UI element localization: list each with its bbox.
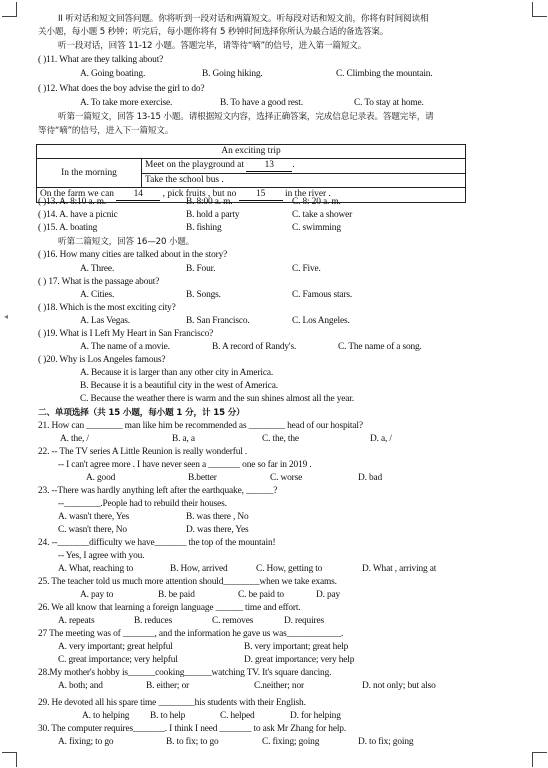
q19-option-c: C. The name of a song.	[338, 342, 422, 352]
q19-option-b: B. A record of Randy's.	[212, 342, 297, 352]
q26-option-b: B. reduces	[134, 616, 173, 626]
farm-text-end: in the river .	[285, 189, 331, 199]
question-30: 30. The computer requires_______. I think I need _______ to ask Mr Zhang for help.	[38, 724, 347, 734]
question-11: ( )11. What are they talking about?	[38, 55, 164, 65]
q25-option-b: B. be paid	[158, 590, 195, 600]
q26-option-d: D. requires	[284, 616, 325, 626]
q18-option-a: A. Las Vegas.	[80, 316, 130, 326]
q21-option-d: D. a, /	[370, 434, 392, 444]
q23-option-d: D. was there, Yes	[186, 525, 249, 535]
q24-option-d: D. What , arriving at	[362, 564, 437, 574]
q27-option-c: C. great importance; very helpful	[58, 655, 178, 665]
q15-option-b: B. fishing	[186, 223, 222, 233]
q12-option-c: C. To stay at home.	[354, 98, 424, 108]
q29-option-b: B. to help	[150, 711, 186, 721]
q29-option-a: A. to helping	[82, 711, 130, 721]
q20-option-c: C. Because the weather there is warm and the sun shines almost all the year.	[80, 394, 354, 404]
question-21: 21. How can ________ man like him be recommended as ________ head of our hospital?	[38, 421, 363, 431]
dialog-note: 听一段对话，回答 11-12 小题。答题完毕，请等待“嘀”的信号，进入第一篇短文。	[58, 41, 367, 51]
q13-option-b: B. 8:00 a. m.	[186, 197, 233, 207]
q13-option-c: C. 8: 20 a. m.	[292, 197, 341, 207]
meet-text: Meet on the playground at	[145, 160, 244, 170]
q23-option-c: C. wasn't there, No	[58, 525, 127, 535]
q27-option-d: D. great importance; very help	[244, 655, 355, 665]
section2-intro-line2: 关小题，每小题 5 秒钟；听完后，每小题你将有 5 秒钟时间选择你所认为最合适的备选答案。	[38, 27, 389, 37]
passage2-note: 听第二篇短文，回答 16—20 小题。	[58, 237, 195, 247]
blank-13: 13	[246, 160, 292, 172]
question-19: ( )19. What is I Left My Heart in San Francisco?	[38, 329, 214, 339]
crop-mark-top-left	[2, 2, 17, 17]
question-23-line1: 23. --There was hardly anything left after the earthquake, ______?	[38, 486, 278, 496]
q22-option-b: B.better	[188, 473, 217, 483]
q24-option-a: A. What, reaching to	[58, 564, 134, 574]
question-24-line2: -- Yes, I agree with you.	[58, 551, 145, 561]
q21-option-b: B. a, a	[172, 434, 195, 444]
blank-15: 15	[239, 189, 283, 201]
crop-mark-top-right	[532, 2, 547, 17]
morning-label: In the morning	[37, 159, 142, 188]
q20-option-a: A. Because it is larger than any other city in America.	[80, 368, 274, 378]
question-27: 27 The meeting was of _______, and the information he gave us was____________.	[38, 629, 344, 639]
question-22-line2: -- I can't agree more . I have never seen a _______ one so far in 2019 .	[58, 460, 312, 470]
q18-option-b: B. San Francisco.	[186, 316, 250, 326]
question-22-line1: 22. -- The TV series A Little Reunion is really wonderful .	[38, 447, 248, 457]
q16-option-a: A. Three.	[80, 264, 115, 274]
q11-option-b: B. Going hiking.	[202, 69, 263, 79]
q20-option-b: B. Because it is a beautiful city in the west of America.	[80, 381, 278, 391]
question-29: 29. He devoted all his spare time ________his students with their English.	[38, 698, 306, 708]
q29-option-c: C. helped	[220, 711, 255, 721]
q24-option-c: C. How, getting to	[256, 564, 323, 574]
question-16: ( )16. How many cities are talked about in the story?	[38, 250, 228, 260]
question-28: 28.My mother's hobby is______cooking______watching TV. It's square dancing.	[38, 668, 332, 678]
question-24-line1: 24. --_______difficulty we have_______ the top of the mountain!	[38, 538, 276, 548]
q28-option-c: C.neither; nor	[254, 681, 304, 691]
question-23-line2: --________.People had to rebuild their houses.	[58, 499, 227, 509]
q23-option-b: B. was there , No	[186, 512, 249, 522]
q17-option-b: B. Songs.	[186, 290, 221, 300]
q30-option-a: A. fixing; to go	[58, 737, 114, 747]
q14-option-b: B. hold a party	[186, 210, 240, 220]
q22-option-a: A. good	[86, 473, 116, 483]
q28-option-d: D. not only; but also	[362, 681, 436, 691]
q11-option-c: C. Climbing the mountain.	[336, 69, 433, 79]
crop-mark-bottom-right	[532, 752, 547, 767]
q28-option-a: A. both; and	[58, 681, 103, 691]
section2-intro-line1: II 听对话和短文回答问题。你将听到一段对话和两篇短文。听每段对话和短文前，你将有时间阅读相	[58, 14, 429, 24]
q30-option-b: B. to fix; to go	[166, 737, 219, 747]
q22-option-d: D. bad	[358, 473, 383, 483]
farm-text-mid: , pick fruits , but no	[162, 189, 237, 199]
q27-option-b: B. very important; great help	[244, 642, 349, 652]
blank-14: 14	[116, 189, 160, 201]
q25-option-a: A. pay to	[80, 590, 114, 600]
q28-option-b: B. either; or	[146, 681, 190, 691]
q30-option-c: C. fixing; going	[262, 737, 320, 747]
q14-option-c: C. take a shower	[292, 210, 353, 220]
q19-option-a: A. The name of a movie.	[80, 342, 170, 352]
q26-option-c: C. removes	[212, 616, 254, 626]
question-26: 26. We all know that learning a foreign language ______ time and effort.	[38, 603, 301, 613]
q24-option-b: B. How, arrived	[170, 564, 228, 574]
q12-option-a: A. To take more exercise.	[80, 98, 173, 108]
passage1-note-line1: 听第一篇短文，回答 13-15 小题。请根据短文内容，选择正确答案，完成信息记录表。答题完毕，请	[58, 112, 434, 122]
q18-option-c: C. Los Angeles.	[292, 316, 350, 326]
q22-option-c: C. worse	[270, 473, 303, 483]
q15-option-c: C. swimming	[292, 223, 341, 233]
question-14: ( )14. A. have a picnic	[38, 210, 118, 220]
q11-option-a: A. Going boating.	[80, 69, 146, 79]
q25-option-c: C. be paid to	[238, 590, 284, 600]
question-15: ( )15. A. boating	[38, 223, 98, 233]
q30-option-d: D. to fix; going	[358, 737, 414, 747]
question-25: 25. The teacher told us much more attention should________when we take exams.	[38, 577, 337, 587]
question-12: ( )12. What does the boy advise the girl to do?	[38, 84, 205, 94]
margin-marker-icon: ◂	[4, 312, 9, 321]
passage1-note-line2: 等待“嘀”的信号，进入下一篇短文。	[38, 126, 174, 136]
farm-text-start: On the farm we can	[40, 189, 114, 199]
q26-option-a: A. repeats	[58, 616, 95, 626]
q23-option-a: A. wasn't there, Yes	[58, 512, 130, 522]
q16-option-c: C. Five.	[292, 264, 321, 274]
q29-option-d: D. for helping	[290, 711, 341, 721]
q16-option-b: B. Four.	[186, 264, 216, 274]
meet-period: .	[292, 160, 295, 170]
question-13: ( )13. A. 8:10 a. m.	[38, 197, 107, 207]
q21-option-c: C. the, the	[262, 434, 299, 444]
question-18: ( )18. Which is the most exciting city?	[38, 303, 176, 313]
question-17: ( ) 17. What is the passage about?	[38, 277, 160, 287]
q27-option-a: A. very important; great helpful	[58, 642, 173, 652]
question-20: ( )20. Why is Los Angeles famous?	[38, 355, 166, 365]
q25-option-d: D. pay	[316, 590, 341, 600]
crop-mark-bottom-left	[2, 752, 17, 767]
table-row-meet	[142, 159, 466, 174]
trip-info-table	[36, 144, 466, 203]
table-title: An exciting trip	[37, 145, 466, 159]
table-row-bus: Take the school bus .	[142, 174, 466, 188]
q17-option-a: A. Cities.	[80, 290, 115, 300]
q17-option-c: C. Famous stars.	[292, 290, 353, 300]
q21-option-a: A. the, /	[60, 434, 89, 444]
q12-option-b: B. To have a good rest.	[220, 98, 303, 108]
section3-heading: 二、单项选择（共 15 小题，每小题 1 分，计 15 分）	[38, 408, 245, 418]
